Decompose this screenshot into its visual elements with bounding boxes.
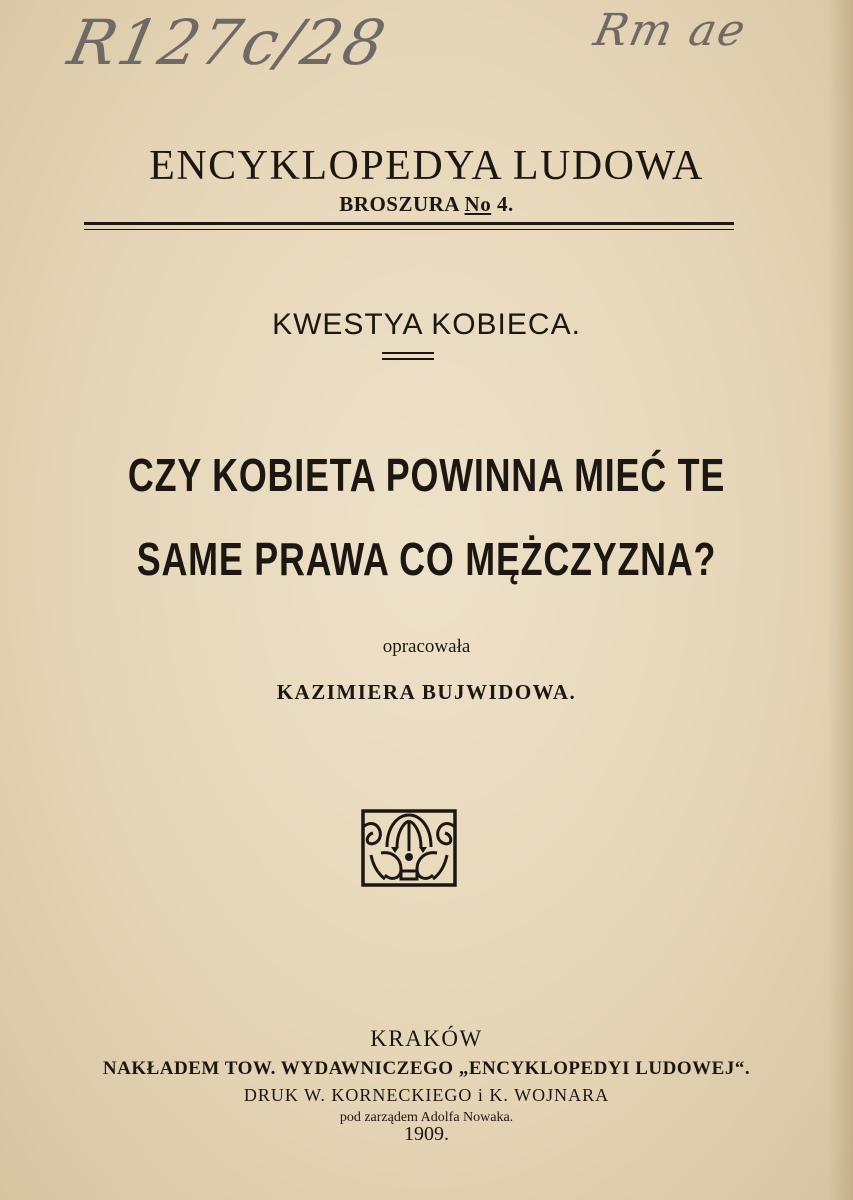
header-rule-thick <box>84 222 734 225</box>
short-rule-top <box>382 352 434 354</box>
series-title: ENCYKLOPEDYA LUDOWA <box>149 143 704 189</box>
handwritten-call-number: R127c/28 <box>62 6 394 79</box>
main-title-line-2: SAME PRAWA CO MĘŻCZYZNA? <box>136 533 717 585</box>
brochure-label: BROSZURA <box>339 192 459 216</box>
imprint-publisher: NAKŁADEM TOW. WYDAWNICZEGO „ENCYKLOPEDYI LUDOWEJ“. <box>102 1058 751 1079</box>
imprint-city: KRAKÓW <box>370 1026 483 1051</box>
header-rule-thin <box>84 229 734 230</box>
main-title-line-1: CZY KOBIETA POWINNA MIEĆ TE <box>127 449 726 501</box>
art-nouveau-palmette-vignette-icon <box>357 807 461 889</box>
subject-heading: KWESTYA KOBIECA. <box>272 308 581 341</box>
brochure-no-sign: No <box>464 192 492 216</box>
imprint-year: 1909. <box>404 1123 449 1145</box>
short-rule-bottom <box>382 358 434 360</box>
handwritten-mark: Rm ae <box>589 5 752 56</box>
brochure-number <box>0 192 853 217</box>
byline: opracowała <box>382 636 471 657</box>
imprint-management: pod zarządem Adolfa Nowaka. <box>339 1110 514 1125</box>
author-name: KAZIMIERA BUJWIDOWA. <box>276 680 577 704</box>
imprint-printer: DRUK W. KORNECKIEGO i K. WOJNARA <box>243 1085 610 1105</box>
brochure-number-value: 4. <box>496 192 514 216</box>
